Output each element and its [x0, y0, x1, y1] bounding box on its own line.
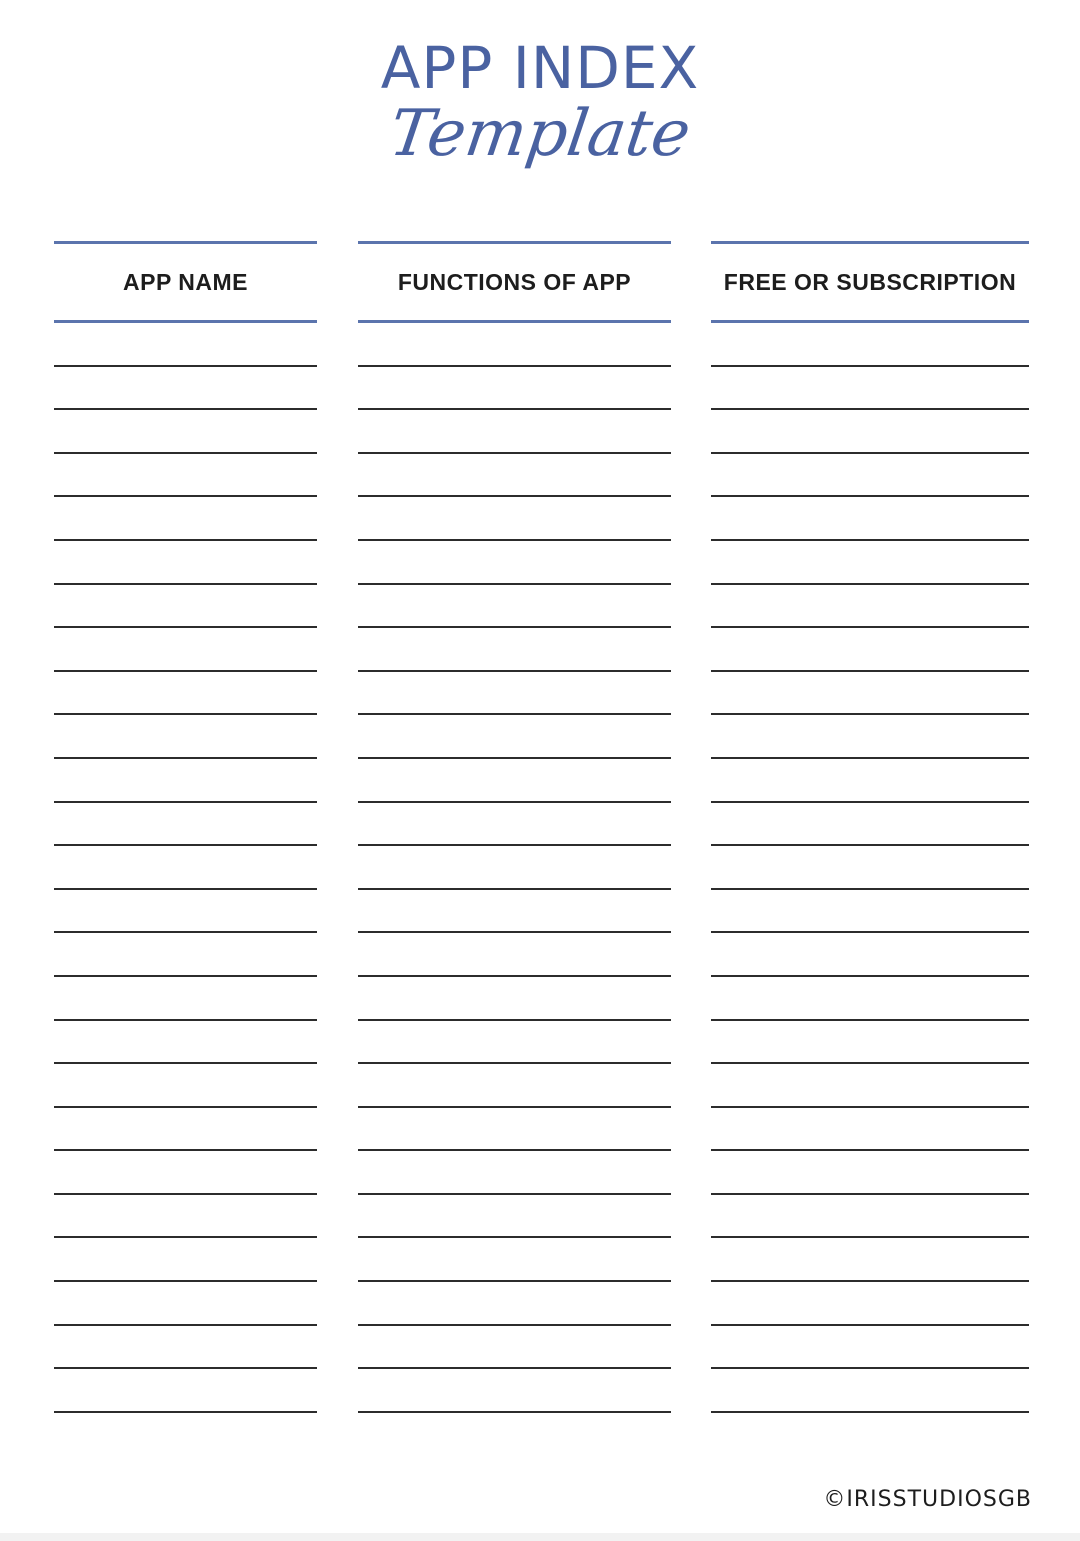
writing-line	[54, 933, 317, 977]
writing-line	[711, 1108, 1029, 1152]
writing-line	[711, 1369, 1029, 1413]
writing-line	[358, 977, 671, 1021]
writing-line	[711, 715, 1029, 759]
writing-line	[358, 715, 671, 759]
writing-line	[54, 1282, 317, 1326]
page-title: APP INDEX	[380, 34, 700, 102]
writing-line	[54, 541, 317, 585]
writing-line	[711, 977, 1029, 1021]
writing-line	[54, 367, 317, 411]
writing-line	[711, 1064, 1029, 1108]
writing-line	[54, 890, 317, 934]
writing-line	[358, 1326, 671, 1370]
writing-line	[54, 454, 317, 498]
page-subtitle-script: Template	[385, 97, 695, 171]
writing-line	[54, 1021, 317, 1065]
writing-line	[358, 1108, 671, 1152]
writing-line	[54, 672, 317, 716]
writing-line	[711, 1326, 1029, 1370]
writing-line	[711, 759, 1029, 803]
writing-line	[54, 1108, 317, 1152]
writing-line	[54, 715, 317, 759]
writing-line	[358, 367, 671, 411]
writing-lines	[54, 323, 317, 1413]
writing-line	[711, 541, 1029, 585]
writing-line	[711, 1195, 1029, 1239]
writing-line	[358, 759, 671, 803]
writing-lines	[711, 323, 1029, 1413]
writing-line	[358, 1238, 671, 1282]
column-header-functions-of-app: FUNCTIONS OF APP	[397, 268, 632, 295]
column-header-app-name: APP NAME	[123, 268, 248, 295]
column-functions-of-app	[358, 241, 671, 1413]
writing-line	[54, 1369, 317, 1413]
writing-line	[711, 410, 1029, 454]
writing-line	[358, 1064, 671, 1108]
writing-line	[358, 497, 671, 541]
writing-line	[711, 1238, 1029, 1282]
writing-line	[358, 933, 671, 977]
copyright-text: ©IRISSTUDIOSGB	[823, 1487, 1032, 1512]
writing-line	[358, 846, 671, 890]
writing-line	[54, 759, 317, 803]
writing-line	[54, 628, 317, 672]
writing-line	[358, 323, 671, 367]
writing-line	[711, 454, 1029, 498]
writing-line	[358, 585, 671, 629]
writing-line	[54, 323, 317, 367]
writing-line	[358, 803, 671, 847]
writing-line	[711, 890, 1029, 934]
writing-line	[711, 585, 1029, 629]
column-free-or-subscription	[711, 241, 1029, 1413]
writing-line	[54, 977, 317, 1021]
writing-line	[711, 323, 1029, 367]
writing-line	[711, 1151, 1029, 1195]
writing-lines	[358, 323, 671, 1413]
writing-line	[358, 1151, 671, 1195]
writing-line	[358, 454, 671, 498]
writing-line	[54, 1326, 317, 1370]
column-header-free-or-subscription: FREE OR SUBSCRIPTION	[723, 268, 1017, 295]
writing-line	[711, 933, 1029, 977]
writing-line	[54, 410, 317, 454]
writing-line	[711, 628, 1029, 672]
writing-line	[711, 367, 1029, 411]
writing-line	[54, 1238, 317, 1282]
writing-line	[711, 497, 1029, 541]
writing-line	[54, 1151, 317, 1195]
writing-line	[711, 1282, 1029, 1326]
writing-line	[358, 541, 671, 585]
column-app-name	[54, 241, 317, 1413]
writing-line	[711, 846, 1029, 890]
writing-line	[54, 585, 317, 629]
writing-line	[54, 1195, 317, 1239]
writing-line	[358, 890, 671, 934]
writing-line	[358, 672, 671, 716]
writing-line	[54, 1064, 317, 1108]
writing-line	[54, 846, 317, 890]
writing-line	[358, 410, 671, 454]
writing-line	[358, 628, 671, 672]
writing-line	[358, 1282, 671, 1326]
writing-line	[54, 803, 317, 847]
writing-line	[711, 672, 1029, 716]
writing-line	[358, 1369, 671, 1413]
writing-line	[711, 1021, 1029, 1065]
writing-line	[54, 497, 317, 541]
writing-line	[358, 1195, 671, 1239]
writing-line	[358, 1021, 671, 1065]
writing-line	[711, 803, 1029, 847]
